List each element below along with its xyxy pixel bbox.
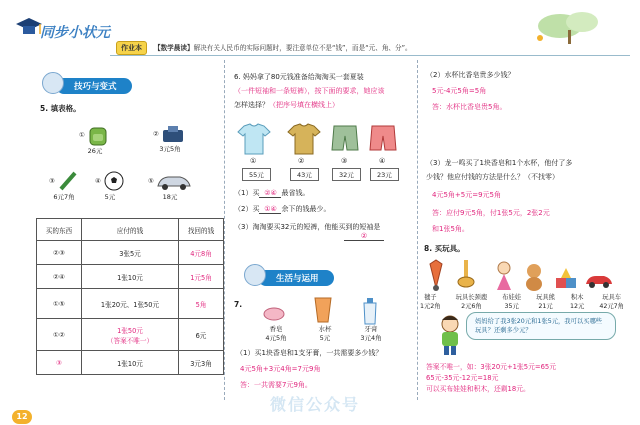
pencil-sharpener-icon [161, 124, 187, 144]
header-divider [110, 55, 630, 56]
blocks-icon [554, 264, 578, 292]
item-football: ④ 5元 [90, 170, 130, 201]
column-divider [224, 60, 225, 400]
toy-item: 玩具熊 21元 [536, 294, 555, 310]
item-price: 5元 [104, 193, 116, 201]
question-8-title: 8. 买玩具。 [424, 244, 465, 253]
green-shorts-icon [330, 124, 360, 154]
yellow-tshirt-icon [286, 122, 322, 156]
red-car-icon [584, 270, 614, 290]
q7-sub1-calc: 4元5角+3元4角=7元9角 [240, 365, 321, 373]
section-banner-life [258, 270, 334, 286]
student-avatar-icon [42, 72, 64, 94]
q6-sub3: （3）淘淘要买32元的短裤，他能买到的短袖是 ② [234, 222, 418, 241]
table-header: 应付的钱 [81, 219, 178, 241]
item-sharpener: ② 3元5角 [140, 124, 200, 153]
q7-sub2-calc: 5元-4元5角=5角 [432, 87, 487, 95]
clothes-price: 32元 [332, 168, 361, 181]
book-tag: 作业本 [116, 41, 147, 55]
section-title: 生活与运用 [276, 274, 319, 284]
q7-sub2-answer: 答：水杯比香皂贵5角。 [432, 103, 507, 111]
purchase-table [36, 218, 224, 375]
question-5-title: 5. 填表格。 [40, 104, 81, 113]
q7-sub3-answer-cont: 和1张5角。 [432, 225, 469, 233]
toy-item: 玩具车 42元7角 [599, 294, 624, 310]
clothes-number: ① [250, 157, 257, 165]
toy-car-icon [156, 170, 192, 192]
table-row: ①⑤ 1张20元、1张50元 5角 [37, 289, 224, 319]
question-6-text: 6. 妈妈拿了80元钱准备给淘淘买一套夏装 （一件短袖和一条短裤），按下面的要求，她应该 怎样选择？（把序号填在横线上） [234, 73, 385, 109]
clothes-price: 55元 [242, 168, 271, 181]
section-title: 技巧与变式 [74, 82, 117, 92]
item-price: 18元 [162, 193, 178, 201]
clothes-number: ③ [341, 157, 348, 165]
graduation-cap-icon [14, 14, 44, 40]
cup-icon [312, 296, 334, 324]
speech-bubble: 妈妈给了我3张20元和1张5元，我可以买哪些玩具？还剩多少元？ [466, 312, 616, 340]
question-7-title: 7. [234, 300, 243, 309]
q7-sub3-answer: 答：应付9元5角，付1张5元，2张2元 [432, 209, 550, 217]
reading-tag: 【数学晨读】 [154, 44, 194, 52]
q7-item: 牙膏 3元4角 [360, 325, 382, 342]
item-price: 26元 [87, 147, 103, 155]
item-backpack: ① 26元 [60, 124, 130, 155]
q7-item: 香皂 4元5角 [265, 325, 287, 342]
clothes-number: ④ [379, 157, 386, 165]
table-header-row [37, 219, 224, 241]
item-price: 3元5角 [159, 145, 181, 153]
pen-icon [57, 170, 79, 192]
item-pen: ③ 6元7角 [44, 170, 84, 201]
page-number: 12 [12, 410, 32, 424]
football-icon [103, 170, 125, 192]
table-header: 买的东西 [37, 219, 82, 241]
section-banner-skills [56, 78, 132, 94]
watermark: 微信公众号 [270, 395, 361, 414]
q6-sub2: （2）买 ①④ 余下的钱最少。 [234, 205, 331, 213]
toy-item: 积木 12元 [570, 294, 585, 310]
teddy-bear-icon [522, 262, 546, 292]
q7-item: 水杯 5元 [318, 325, 332, 342]
q8-answer: 答案不唯一，如：3张20元+1张5元=65元 65元-35元-12元=18元 可以买布娃娃和积木，还剩18元。 [426, 363, 557, 393]
toy-item: 玩具长颈鹿 2元6角 [455, 294, 488, 310]
toothpaste-icon [360, 296, 380, 326]
item-toy-car: ⑤ 18元 [140, 170, 200, 201]
shuttlecock-icon [426, 258, 446, 292]
toy-item: 毽子 1元2角 [420, 294, 441, 310]
q7-sub3-calc: 4元5角+5元=9元5角 [432, 191, 501, 199]
toy-list [420, 293, 624, 311]
q7-sub1: （1）买1块香皂和1支牙膏，一共需要多少钱？ [236, 349, 383, 357]
backpack-icon [87, 124, 111, 146]
reading-text: 解决有关人民币的实际问题时，要注意单位不是“钱”，而是“元、角、分”。 [193, 44, 412, 52]
reading-note [154, 42, 412, 52]
q6-sub1: （1）买 ②④ 最省钱。 [234, 189, 310, 197]
toy-item: 布娃娃 35元 [502, 294, 522, 310]
table-row: ①② 1张50元 （答案不唯一） 6元 [37, 319, 224, 351]
q7-sub2: （2）水杯比香皂贵多少钱？ [426, 71, 515, 79]
soap-icon [262, 304, 286, 322]
clothes-price: 23元 [370, 168, 399, 181]
book-logo: 同步小状元 [40, 25, 110, 41]
table-row: ②④ 1张10元 1元5角 [37, 265, 224, 289]
blue-tshirt-icon [236, 122, 272, 156]
clothes-price: 43元 [290, 168, 319, 181]
red-shorts-icon [368, 124, 398, 154]
q7-sub3: （3）龙一鸣买了1块香皂和1个水杯，他付了多 少钱？他应付钱的方法是什么？（不找零） [426, 159, 573, 181]
item-price: 6元7角 [53, 193, 75, 201]
doll-icon [494, 260, 514, 292]
q7-sub1-answer: 答：一共需要7元9角。 [240, 381, 312, 389]
table-row: ②③ 3张5元 4元8角 [37, 241, 224, 265]
table-row: ③ 1张10元 3元3角 [37, 351, 224, 375]
giraffe-icon [456, 258, 476, 292]
boy-icon [436, 314, 464, 356]
table-header: 找回的钱 [179, 219, 224, 241]
clothes-number: ② [298, 157, 305, 165]
tree-decoration-icon [520, 8, 620, 48]
student-avatar-icon [244, 264, 266, 286]
